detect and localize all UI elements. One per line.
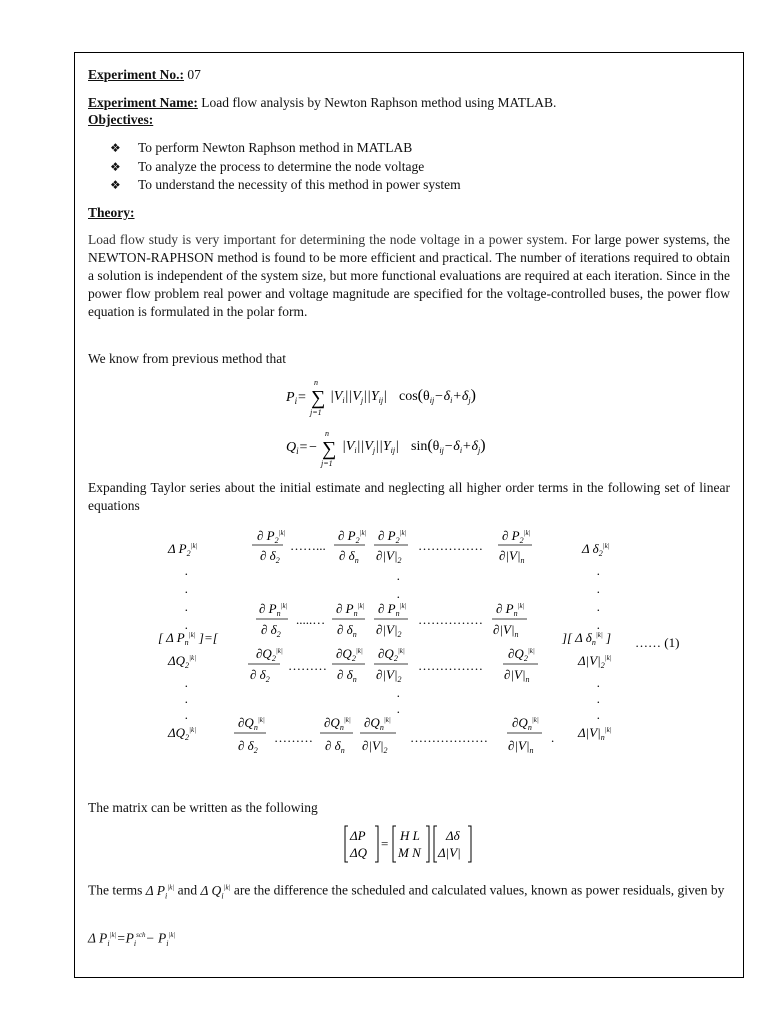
objectives-heading: Objectives: bbox=[88, 112, 154, 127]
svg-text:Pi=: $P_i=$ bbox=[286, 390, 307, 406]
experiment-name-label: Experiment Name: bbox=[88, 95, 198, 110]
jacobian-equation bbox=[158, 528, 679, 755]
svg-text:∂|V|n: $\partial|V|_n$ bbox=[508, 738, 534, 755]
svg-text:.: . bbox=[397, 701, 401, 716]
svg-text:∂Q2|k|: $\partial Q_2^{|k|}$ bbox=[256, 646, 283, 663]
diamond-bullet-icon: ❖ bbox=[110, 141, 121, 155]
svg-text:ΔQ2|k|: $\Delta Q_2^{|k|}$ bbox=[168, 725, 196, 742]
svg-text:.: . bbox=[397, 586, 401, 601]
experiment-number-label: Experiment No.: bbox=[88, 67, 184, 82]
svg-text:∂|V|n: $\partial|V|_n$ bbox=[504, 667, 530, 684]
theory-heading: Theory: bbox=[88, 205, 135, 220]
svg-text:…… (1): …… (1) bbox=[635, 635, 680, 650]
svg-text:.....…: .....… bbox=[296, 612, 326, 627]
svg-text:∂ δ2: ∂ $\delta_2$ bbox=[250, 667, 270, 684]
svg-text:Δδ: Δδ bbox=[446, 828, 460, 843]
svg-text:∂|V|2: $\partial|V|_2$ bbox=[362, 738, 388, 755]
svg-text:∂ Pn|k|: ∂ $P_n^{|k|}$ bbox=[378, 601, 407, 618]
svg-text:……………: …………… bbox=[418, 658, 483, 673]
svg-text:∂ Pn|k|: ∂ $P_n^{|k|}$ bbox=[496, 601, 525, 618]
svg-text:.: . bbox=[185, 707, 189, 722]
svg-text:Δ P2|k|: Δ $P_2^{|k|}$ bbox=[168, 541, 198, 558]
svg-text:………………: ……………… bbox=[410, 730, 488, 745]
svg-text:.: . bbox=[551, 730, 555, 745]
svg-text:|Vi||Vj||Yij|: $|V_i||V_j||Y_{ij}|$ bbox=[330, 389, 387, 405]
svg-text:∂Qn|k|: $\partial Q_n^{|k|}$ bbox=[324, 715, 351, 732]
svg-text:.: . bbox=[597, 691, 601, 706]
svg-text:Δ|V|: Δ|V| bbox=[438, 845, 461, 860]
svg-text:∂ P2|k|: ∂ $P_2^{|k|}$ bbox=[257, 528, 286, 545]
svg-text:n: n bbox=[314, 378, 318, 387]
svg-text:∂Qn|k|: $\partial Q_n^{|k|}$ bbox=[512, 715, 539, 732]
svg-text:[ Δ Pn|k| ]=[: [ Δ $P_n^{|k|}$ ]=[ bbox=[158, 630, 218, 647]
svg-text:∂Q2|k|: $\partial Q_2^{|k|}$ bbox=[336, 646, 363, 663]
svg-text:][ Δ δn|k| ]: ][ Δ $\delta_n^{|k|}$ ] bbox=[562, 630, 612, 647]
power-residuals-text: The terms Δ $P_i^{|k|}$ and Δ $Q_i^{|k|}$ are the difference the scheduled and calculated values, known as power residuals, given by bbox=[88, 882, 725, 901]
svg-text:∂ Pn|k|: ∂ $P_n^{|k|}$ bbox=[259, 601, 288, 618]
svg-text:∂|V|2: $\partial|V|_2$ bbox=[376, 622, 402, 639]
svg-text:.: . bbox=[185, 691, 189, 706]
svg-text:Δ|V|n|k|: $\Delta|V|_n^{|k|}$ bbox=[578, 725, 612, 742]
svg-text:∂ δn: ∂ $\delta_n$ bbox=[339, 548, 359, 565]
svg-text:.: . bbox=[597, 563, 601, 578]
svg-text:.: . bbox=[597, 581, 601, 596]
svg-text:cos(θij−δi+δj): $\cos(\theta_{ij}-\delta_i+\delta_j)$ bbox=[399, 387, 476, 405]
svg-text:.: . bbox=[397, 568, 401, 583]
pi-equation bbox=[285, 378, 476, 417]
matrix-text: The matrix can be written as the following bbox=[88, 800, 318, 815]
qi-equation bbox=[286, 429, 486, 468]
taylor-series-text: Expanding Taylor series about the initial estimate and neglecting all higher order terms in the following set of linear equations bbox=[88, 480, 730, 513]
svg-text:∂ δ2: ∂ $\delta_2$ bbox=[260, 548, 280, 565]
previous-method-text: We know from previous method that bbox=[88, 351, 286, 366]
svg-text:……………: …………… bbox=[418, 538, 483, 553]
svg-text:.: . bbox=[185, 617, 189, 632]
svg-text:∂|V|2: $\partial|V|_2$ bbox=[376, 667, 402, 684]
svg-text:j=1: j=1 bbox=[310, 408, 322, 417]
svg-text:n: n bbox=[325, 429, 329, 438]
svg-text:………: ……… bbox=[274, 730, 313, 745]
svg-text:∂|V|2: $\partial|V|_2$ bbox=[376, 548, 402, 565]
objective-item: ❖ To understand the necessity of this method in power system bbox=[110, 177, 461, 192]
svg-text:∂ δn: ∂ $\delta_n$ bbox=[337, 667, 357, 684]
svg-text:Δ|V|2|k|: $\Delta|V|_2^{|k|}$ bbox=[578, 653, 612, 670]
svg-text:∂ P2|k|: ∂ $P_2^{|k|}$ bbox=[378, 528, 407, 545]
theory-paragraph: Load flow study is very important for determining the node voltage in a power system. For large power systems, the NEWTON-RAPHSON method is found to be more efficient and practical. The number of iterations required to obtain a solution is independent of the system size, but more functional evaluations are required at each iteration. Since in the power flow problem real power and voltage magnitude are specified for the voltage-controlled buses, the power flow equation is formulated in the polar form. bbox=[88, 232, 730, 319]
residual-equation: Δ $P_i^{|k|}=P_i^{sch}- P_i^{|k|}$ bbox=[88, 930, 176, 949]
svg-text:H L: H L bbox=[400, 828, 420, 843]
diamond-bullet-icon: ❖ bbox=[110, 178, 121, 192]
svg-text:.: . bbox=[597, 599, 601, 614]
svg-text:∂Qn|k|: $\partial Q_n^{|k|}$ bbox=[364, 715, 391, 732]
svg-text:………: ……… bbox=[288, 658, 327, 673]
svg-text:.: . bbox=[185, 563, 189, 578]
experiment-number-value: 07 bbox=[183, 67, 201, 82]
svg-text:∂ P2|k|: ∂ $P_2^{|k|}$ bbox=[338, 528, 367, 545]
svg-text:∑: ∑ bbox=[322, 438, 337, 460]
svg-text:∂ δ2: ∂ $\delta_2$ bbox=[238, 738, 258, 755]
svg-text:∂Q2|k|: $\partial Q_2^{|k|}$ bbox=[378, 646, 405, 663]
svg-text:Δ δ2|k|: Δ $\delta_2^{|k|}$ bbox=[582, 541, 610, 558]
svg-text:M N: M N bbox=[398, 845, 421, 860]
svg-text:.: . bbox=[597, 617, 601, 632]
svg-text:∂ δn: ∂ $\delta_n$ bbox=[337, 622, 357, 639]
svg-text:ΔQ: ΔQ bbox=[350, 845, 368, 860]
svg-text:.: . bbox=[185, 581, 189, 596]
svg-text:.: . bbox=[597, 707, 601, 722]
diamond-bullet-icon: ❖ bbox=[110, 160, 121, 174]
svg-text:∂|V|n: $\partial|V|_n$ bbox=[499, 548, 525, 565]
svg-text:.: . bbox=[397, 685, 401, 700]
svg-text:.: . bbox=[597, 675, 601, 690]
svg-text:.: . bbox=[185, 599, 189, 614]
svg-text:∂|V|n: $\partial|V|_n$ bbox=[493, 622, 519, 639]
svg-text:=: = bbox=[381, 836, 389, 851]
svg-text:|Vi||Vj||Yij|: $|V_i||V_j||Y_{ij}|$ bbox=[342, 439, 399, 455]
compact-matrix-equation bbox=[345, 826, 471, 862]
svg-text:∂ δn: ∂ $\delta_n$ bbox=[325, 738, 345, 755]
svg-text:∂Qn|k|: $\partial Q_n^{|k|}$ bbox=[238, 715, 265, 732]
svg-text:j=1: j=1 bbox=[321, 459, 333, 468]
svg-text:∂ δ2: ∂ $\delta_2$ bbox=[261, 622, 281, 639]
svg-text:……...: ……... bbox=[290, 538, 326, 553]
svg-text:sin(θij−δi+δj): $\sin(\theta_{ij}-\delta_i+\delta_j)$ bbox=[411, 437, 486, 455]
experiment-name-value: Load flow analysis by Newton Raphson method using MATLAB. bbox=[197, 95, 557, 110]
svg-text:∂Q2|k|: $\partial Q_2^{|k|}$ bbox=[508, 646, 535, 663]
svg-text:ΔP: ΔP bbox=[350, 828, 366, 843]
svg-text:Qi=−: $Q_i=-$ bbox=[286, 440, 318, 456]
svg-text:……………: …………… bbox=[418, 612, 483, 627]
svg-text:ΔQ2|k|: $\Delta Q_2^{|k|}$ bbox=[168, 653, 196, 670]
svg-text:∂ Pn|k|: ∂ $P_n^{|k|}$ bbox=[336, 601, 365, 618]
svg-text:∑: ∑ bbox=[311, 387, 326, 409]
objective-item: ❖ To analyze the process to determine the node voltage bbox=[110, 159, 425, 174]
svg-text:∂ P2|k|: ∂ $P_2^{|k|}$ bbox=[502, 528, 531, 545]
objective-item: ❖ To perform Newton Raphson method in MATLAB bbox=[110, 140, 413, 155]
svg-text:.: . bbox=[185, 675, 189, 690]
